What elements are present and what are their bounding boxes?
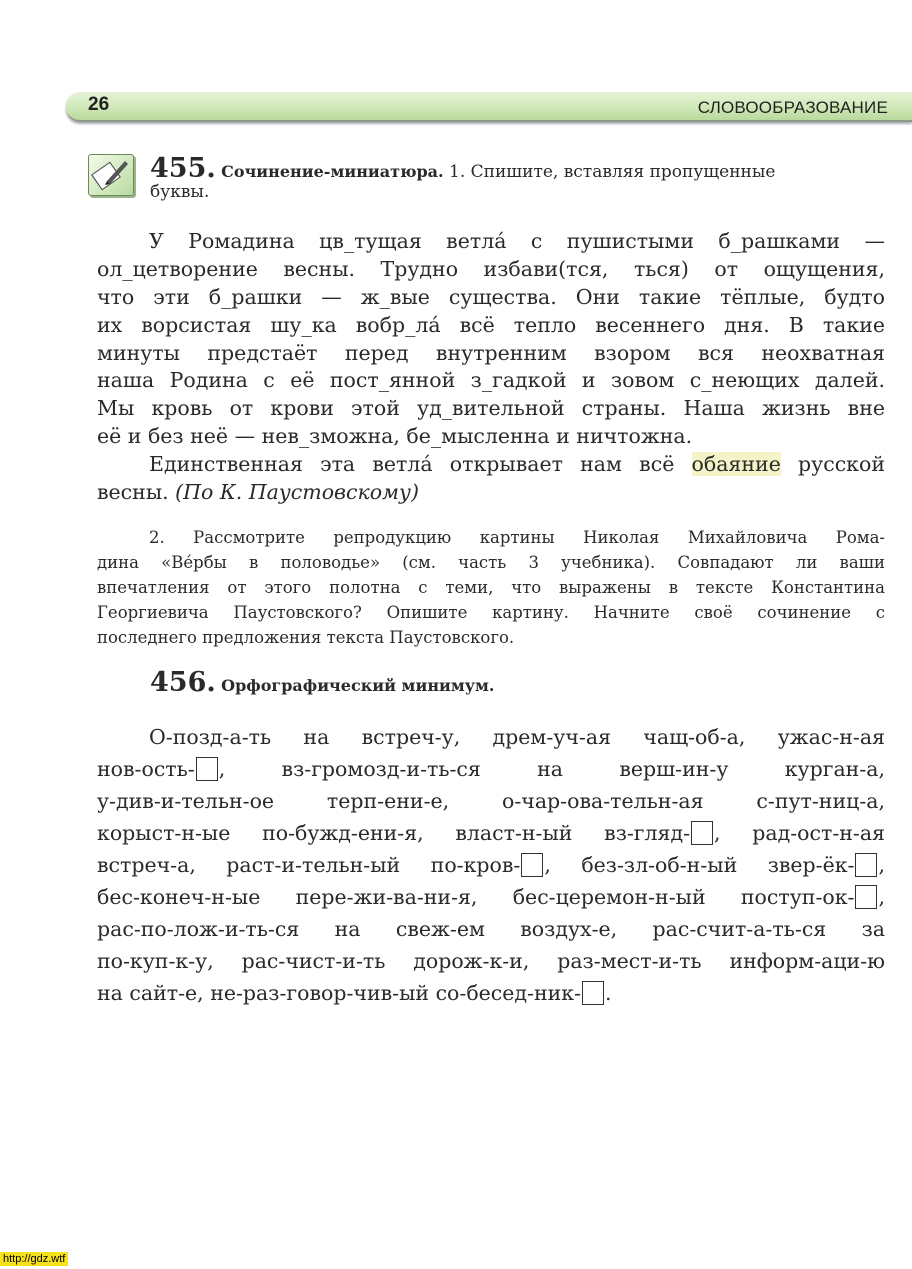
exercise-instruction: 1. Спишите, вставляя пропущенные: [443, 162, 776, 182]
writing-pen-icon: [88, 154, 134, 196]
text-line: минуты предстаёт перед внутренним взором вся неохватная: [97, 340, 885, 365]
text-segment: весны.: [97, 480, 176, 505]
word-list-line: [97, 817, 885, 849]
exercise-455-task2: [97, 525, 885, 650]
word-list-line: [97, 849, 885, 881]
answer-box[interactable]: [582, 981, 604, 1005]
word-list-line: [97, 945, 885, 977]
word-list-segment: на сайт-е, не-раз-говор-чив-ый со-бесед-ник-: [97, 981, 582, 1005]
text-segment: Единственная эта ветла́ открывает нам всё: [149, 452, 692, 477]
task-line: последнего предложения текста Паустовского.: [97, 628, 515, 647]
source-url-label: http://gdz.wtf: [0, 1252, 68, 1266]
word-list-line: [97, 785, 885, 817]
word-list-segment: бес-конеч-н-ые пере-жи-ва-ни-я, бес-церемон-н-ый поступ-ок-: [97, 885, 855, 909]
word-list-segment: , рад-ост-н-ая: [714, 821, 885, 845]
text-line: [97, 451, 885, 479]
word-list-segment: по-куп-к-у, рас-чист-и-ть дорож-к-и, раз-мест-и-ть информ-аци-ю: [97, 949, 885, 973]
word-list-segment: О-позд-а-ть на встреч-у, дрем-уч-ая чащ-об-а, ужас-н-ая: [149, 725, 885, 749]
exercise-number: 456.: [150, 667, 216, 698]
task-line: 2. Рассмотрите репродукцию картины Николая Михайловича Рома-: [149, 528, 885, 547]
word-list-line: [97, 721, 885, 753]
exercise-title: Орфографический минимум.: [221, 676, 495, 695]
exercise-455-text: [97, 228, 885, 507]
text-segment: русской: [780, 452, 886, 477]
text-line: [97, 479, 885, 507]
text-line: ол_цетворение весны. Трудно избави(тся, ться) от ощущения,: [97, 256, 885, 281]
page-header: [66, 92, 912, 122]
task-line: Георгиевича Паустовского? Опишите картину. Начните своё сочинение с: [97, 603, 885, 622]
answer-box[interactable]: [855, 853, 877, 877]
word-list-segment: , без-зл-об-н-ый звер-ёк-: [544, 853, 855, 877]
text-line: что эти б_рашки — ж_вые существа. Они такие тёплые, будто: [97, 284, 885, 309]
answer-box[interactable]: [521, 853, 543, 877]
answer-box[interactable]: [691, 821, 713, 845]
attribution: (По К. Паустовскому): [175, 480, 419, 505]
word-list-segment: ,: [878, 885, 885, 909]
exercise-number: 455.: [150, 153, 216, 184]
word-list-segment: рас-по-лож-и-ть-ся на свеж-ем воздух-е, рас-счит-а-ть-ся за: [97, 917, 885, 941]
word-list-segment: нов-ость-: [97, 757, 195, 781]
word-list-line: [97, 913, 885, 945]
word-list-line: [97, 753, 885, 785]
exercise-title: Сочинение-миниатюра.: [221, 162, 444, 181]
exercise-455-heading: [150, 153, 775, 184]
word-list-segment: , вз-громозд-и-ть-ся на верш-ин-у курган-а,: [218, 757, 885, 781]
word-list-line: [97, 977, 885, 1009]
highlighted-word: обаяние: [691, 452, 781, 477]
answer-box[interactable]: [855, 885, 877, 909]
text-line: Мы кровь от крови этой уд_вительной страны. Наша жизнь вне: [97, 396, 885, 421]
word-list-segment: корыст-н-ые по-бужд-ени-я, власт-н-ый вз-гляд-: [97, 821, 691, 845]
text-line: У Ромадина цв_тущая ветла́ с пушистыми б_рашками —: [149, 229, 885, 253]
answer-box[interactable]: [196, 757, 218, 781]
text-line: их ворсистая шу_ка вобр_ла́ всё тепло весеннего дня. В такие: [97, 312, 885, 337]
text-line: её и без неё — нев_зможна, бе_мысленна и ничтожна.: [97, 424, 693, 449]
word-list-segment: встреч-а, раст-и-тельн-ый по-кров-: [97, 853, 521, 877]
page-number: 26: [88, 94, 110, 115]
task-line: впечатления от этого полотна с теми, что выражены в тексте Константина: [97, 578, 885, 597]
word-list-segment: у-див-и-тельн-ое терп-ени-е, о-чар-ова-тельн-ая с-пут-ниц-а,: [97, 789, 885, 813]
exercise-instruction-cont: буквы.: [150, 182, 210, 202]
exercise-456-text: [97, 721, 885, 1009]
word-list-segment: ,: [878, 853, 885, 877]
exercise-456-heading: [150, 667, 495, 698]
task-line: дина «Ве́рбы в половодье» (см. часть 3 учебника). Совпадают ли ваши: [97, 553, 885, 572]
word-list-line: [97, 881, 885, 913]
section-title: СЛОВООБРАЗОВАНИЕ: [697, 98, 888, 117]
word-list-segment: .: [605, 981, 612, 1005]
text-line: наша Родина с её пост_янной з_гадкой и зовом с_неющих далей.: [97, 368, 885, 393]
